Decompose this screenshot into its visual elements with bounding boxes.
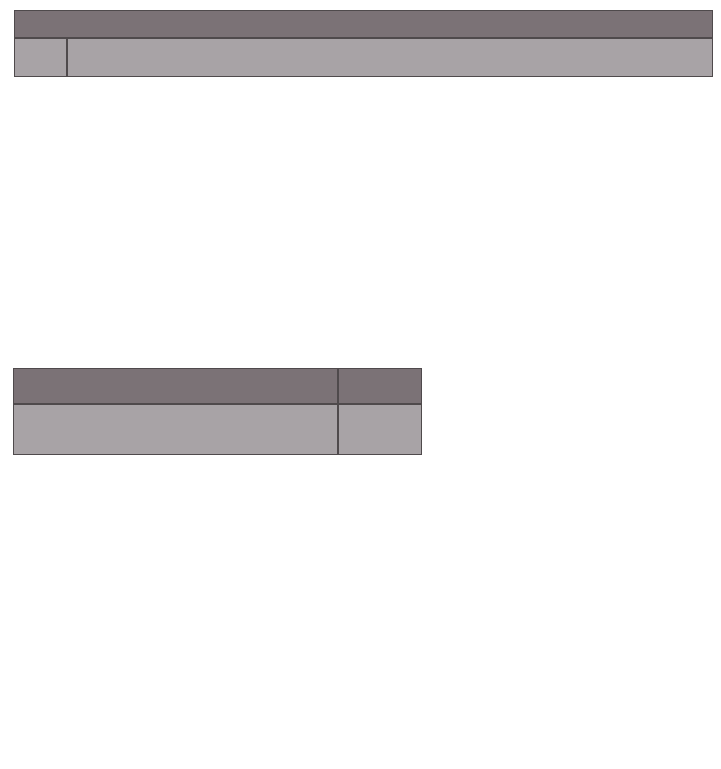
- shower-title-bar: [14, 10, 713, 38]
- walls3-title-bar: [13, 368, 338, 404]
- two-walls-header: [67, 38, 713, 77]
- walls3-table: [13, 368, 422, 769]
- shower-table: [14, 10, 713, 355]
- bath-title: [338, 368, 422, 404]
- one-wall-header: [14, 38, 67, 77]
- three-walls-header: [13, 404, 338, 455]
- one-wall-header-bath: [338, 404, 422, 455]
